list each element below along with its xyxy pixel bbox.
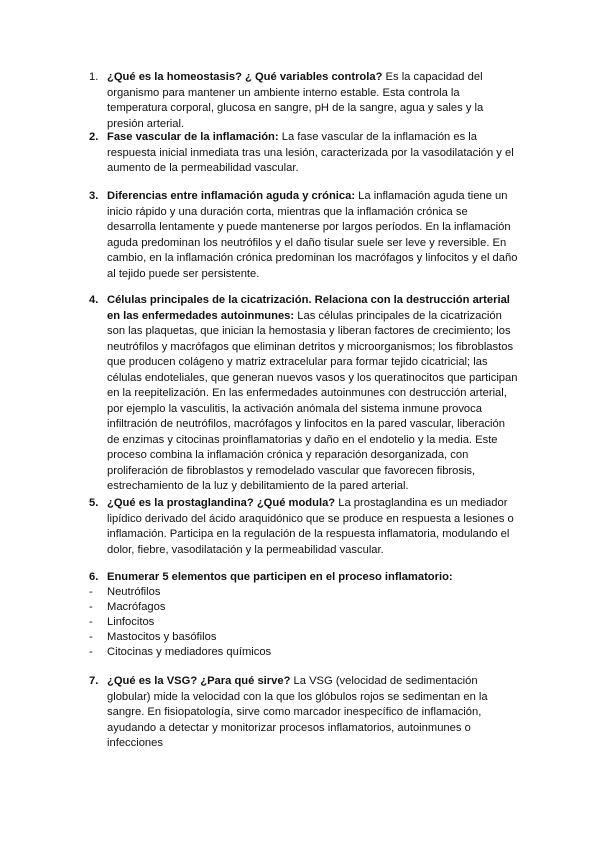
question-text: Diferencias entre inflamación aguda y crónica: xyxy=(107,190,356,202)
answer-text: La VSG (velocidad de sedimentación globular) mide la velocidad con la que los glóbulos rojos se sedimentan en la sangre. En fisiopatología, sirve como marcador inespecífico de inflamación, ayudando a detectar y monitorizar procesos inflamatorios, autoinmunes o infecciones xyxy=(107,675,488,749)
item-number: 3. xyxy=(89,190,99,202)
list-item-text: Linfocitos xyxy=(107,616,155,628)
list-item-text: Mastocitos y basófilos xyxy=(107,631,217,643)
question-text: ¿Qué es la homeostasis? ¿ Qué variables controla? xyxy=(107,71,383,83)
question-item-3 xyxy=(89,189,519,282)
item-body xyxy=(107,130,519,177)
item-number: 7. xyxy=(89,675,99,687)
question-item-2 xyxy=(89,130,519,177)
item-number: 1. xyxy=(89,71,99,83)
question-text: ¿Qué es la VSG? ¿Para qué sirve? xyxy=(107,675,291,687)
answer-text: Las células principales de la cicatrización son las plaquetas, que inician la hemostasia y liberan factores de crecimiento; los neutrófilos y macrófagos que eliminan detritos y microorganismos; los fibroblastos que producen colágeno y matriz extracelular para formar tejido cicatricial; las células endoteliales, que generan nuevos vasos y los queratinocitos que participan en la reepitelización. En las enfermedades autoinmunes con destrucción arterial, por ejemplo la vasculitis, la activación anómala del sistema inmune provoca infiltración de neutrófilos, macrófagos y linfocitos en la pared vascular, liberación de enzimas y citocinas proinflamatorias y daño en el endotelio y la media. Este proceso combina la inflamación crónica y reparación desorganizada, con proliferación de fibroblastos y remodelado vascular que favorecen fibrosis, estrechamiento de la luz y debilitamiento de la pared arterial. xyxy=(107,309,518,492)
item-body xyxy=(107,189,519,282)
question-text: Células principales de la cicatrización. Relaciona con la destrucción arterial en las enfermedades autoinmunes: xyxy=(107,294,510,322)
answer-text: Es la capacidad del organismo para mantener un ambiente interno estable. Esta controla la temperatura corporal, glucosa en sangre, pH de la sangre, agua y sales y la presión arterial. xyxy=(107,71,484,130)
item-body xyxy=(107,70,519,132)
bullet-dash: - xyxy=(89,646,93,658)
list-item-text: Macrófagos xyxy=(107,601,166,613)
question-text: Enumerar 5 elementos que participen en el proceso inflamatorio: xyxy=(107,571,453,583)
item-number: 4. xyxy=(89,294,99,306)
list-item-text: Citocinas y mediadores químicos xyxy=(107,646,272,658)
answer-text: La fase vascular de la inflamación es la respuesta inicial inmediata tras una lesión, caracterizada por la vasodilatación y el aumento de la permeabilidad vascular. xyxy=(107,131,514,174)
item-number: 6. xyxy=(89,571,99,583)
item-body xyxy=(107,293,519,495)
bullet-dash: - xyxy=(89,616,93,628)
question-item-1 xyxy=(89,70,519,132)
list-item-text: Neutrófilos xyxy=(107,586,161,598)
answer-text: La inflamación aguda tiene un inicio rápido y una duración corta, mientras que la inflamación crónica se desarrolla lentamente y puede mantenerse por largos períodos. En la inflamación aguda predominan los neutrófilos y el daño tisular suele ser leve y reversible. En cambio, en la inflamación crónica predominan los macrófagos y linfocitos y el daño al tejido puede ser persistente. xyxy=(107,190,518,280)
question-item-5 xyxy=(89,496,519,558)
item-body xyxy=(107,570,519,586)
question-text: ¿Qué es la prostaglandina? ¿Qué modula? xyxy=(107,497,336,509)
item-body xyxy=(107,674,519,752)
bullet-dash: - xyxy=(89,631,93,643)
item-number: 5. xyxy=(89,497,99,509)
bullet-dash: - xyxy=(89,601,93,613)
question-text: Fase vascular de la inflamación: xyxy=(107,131,279,143)
answer-text: La prostaglandina es un mediador lipídico derivado del ácido araquidónico que se produce en respuesta a lesiones o inflamación. Participa en la regulación de la respuesta inflamatoria, modulando el dolor, fiebre, vasodilatación y la permeabilidad vascular. xyxy=(107,497,514,556)
question-item-6 xyxy=(89,570,519,586)
bullet-dash: - xyxy=(89,586,93,598)
question-item-7 xyxy=(89,674,519,752)
item-body xyxy=(107,496,519,558)
question-item-4 xyxy=(89,293,519,495)
item-number: 2. xyxy=(89,131,99,143)
